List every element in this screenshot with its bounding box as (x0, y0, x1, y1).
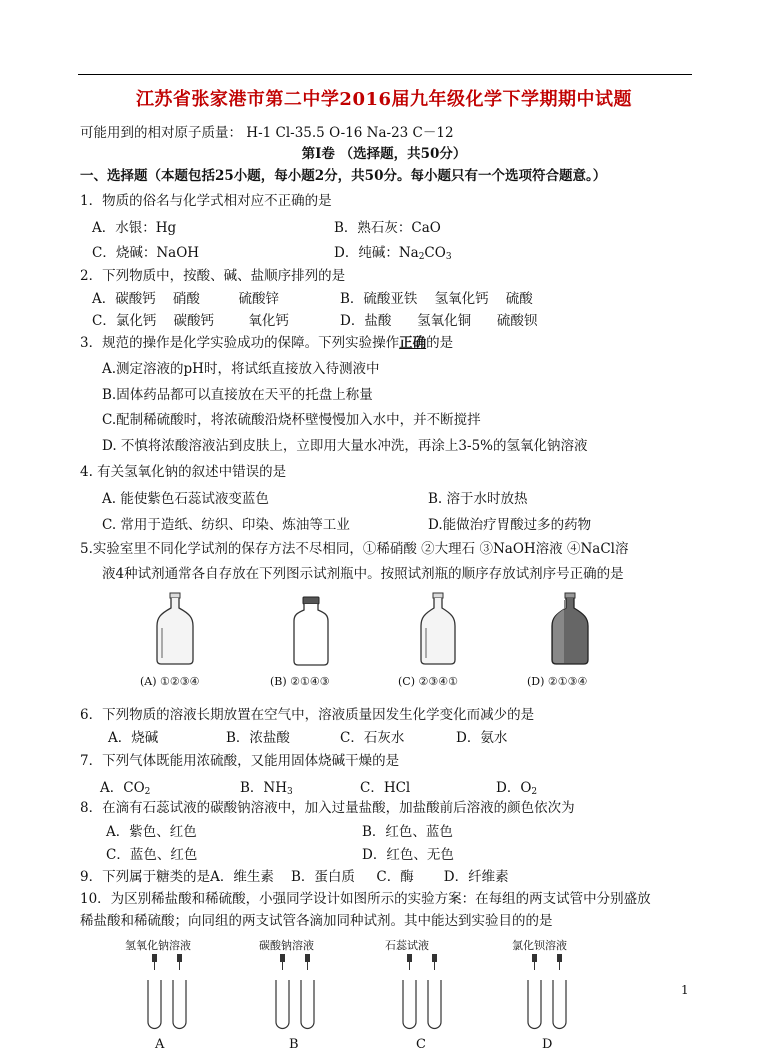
bottle-b-wide-mouth (291, 595, 331, 667)
question-7-stem: 7．下列气体既能用浓硫酸，又能用固体烧碱干燥的是 (80, 753, 400, 769)
q2-option-b: B．硫酸亚铁 氢氧化钙 硫酸 (340, 291, 533, 307)
q2-option-a: A．碳酸钙 硝酸 硫酸锌 (92, 291, 280, 307)
group-letter-a: A (155, 1037, 165, 1052)
q7-option-c: C．HCl (360, 780, 411, 796)
page-number: 1 (681, 983, 689, 997)
q3-option-d: D. 不慎将浓酸溶液沾到皮肤上，立即用大量水冲洗，再涂上3-5%的氢氧化钠溶液 (102, 438, 588, 454)
q4-option-c: C. 常用于造纸、纺织、印染、炼油等工业 (102, 517, 350, 533)
q3-key-word: 正确 (399, 335, 427, 351)
bottle-d-brown-stoppered (546, 590, 594, 666)
test-tubes-d (525, 952, 575, 1032)
reagent-label-c: 石蕊试液 (385, 939, 429, 952)
bottle-label-a: (A) ①②③④ (140, 675, 200, 688)
q3-option-c: C.配制稀硫酸时，将浓硫酸沿烧杯壁慢慢加入水中，并不断搅拌 (102, 412, 481, 428)
group-letter-d: D (542, 1037, 553, 1052)
question-8-stem: 8．在滴有石蕊试液的碳酸钠溶液中，加入过量盐酸，加盐酸前后溶液的颜色依次为 (80, 800, 575, 816)
test-tubes-b (273, 952, 323, 1032)
bottle-label-d: (D) ②①③④ (527, 675, 588, 688)
q2-option-d: D．盐酸 氢氧化铜 硫酸钡 (340, 313, 538, 329)
q6-option-d: D．氨水 (456, 730, 508, 746)
q1-option-d: D．纯碱：$Na_2CO_3$ (334, 245, 452, 262)
q2-option-c: C．氯化钙 碳酸钙 氧化钙 (92, 313, 289, 329)
q1-option-c: C．烧碱：NaOH (92, 245, 200, 261)
reagent-label-b: 碳酸钠溶液 (259, 939, 314, 952)
question-1-stem: 1．物质的俗名与化学式相对应不正确的是 (80, 193, 332, 209)
question-6-stem: 6．下列物质的溶液长期放置在空气中，溶液质量因发生化学变化而减少的是 (80, 707, 535, 723)
question-10-line1: 10．为区别稀盐酸和稀硫酸，小强同学设计如图所示的实验方案：在每组的两支试管中分别盛放 (80, 891, 651, 907)
q4-option-a: A. 能使紫色石蕊试液变蓝色 (102, 491, 269, 507)
q4-option-b: B. 溶于水时放热 (428, 491, 528, 507)
reagent-label-a: 氢氧化钠溶液 (125, 939, 191, 952)
q3-option-b: B.固体药品都可以直接放在天平的托盘上称量 (102, 387, 373, 403)
q1-option-b: B．熟石灰：CaO (334, 220, 441, 236)
question-3-stem: 3．规范的操作是化学实验成功的保障。下列实验操作正确的是 (80, 335, 454, 351)
page-title: 江苏省张家港市第二中学2016届九年级化学下学期期中试题 (135, 89, 633, 110)
bottle-label-b: (B) ②①④③ (270, 675, 330, 688)
question-5-line2: 液4种试剂通常各自存放在下列图示试剂瓶中。按照试剂瓶的顺序存放试剂序号正确的是 (102, 566, 624, 582)
question-4-stem: 4. 有关氢氧化钠的叙述中错误的是 (80, 464, 287, 480)
q3-option-a: A.测定溶液的pH时，将试纸直接放入待测液中 (102, 361, 380, 377)
test-tubes-a (145, 952, 195, 1032)
q4-option-d: D.能做治疗胃酸过多的药物 (428, 517, 592, 533)
reagent-label-d: 氯化钡溶液 (512, 939, 567, 952)
question-5-line1: 5.实验室里不同化学试剂的保存方法不尽相同，①稀硝酸 ②大理石 ③NaOH溶液 ④NaCl溶 (80, 541, 629, 557)
q6-option-b: B．浓盐酸 (226, 730, 290, 746)
bottle-label-c: (C) ②③④① (398, 675, 458, 688)
q8-option-c: C．蓝色、红色 (106, 847, 198, 863)
test-tubes-c (400, 952, 450, 1032)
bottle-a-wide-clear-stoppered (150, 590, 200, 666)
question-2-stem: 2．下列物质中，按酸、碱、盐顺序排列的是 (80, 268, 346, 284)
q6-option-a: A．烧碱 (108, 730, 159, 746)
q7-option-d: D．$O_2$ (496, 780, 538, 797)
q8-option-b: B．红色、蓝色 (362, 824, 453, 840)
group-letter-c: C (416, 1037, 426, 1052)
question-9: 9．下列属于糖类的是A．维生素 B．蛋白质 C．酶 D．纤维素 (80, 869, 509, 885)
header-rule (78, 74, 692, 75)
q7-option-a: A．$CO_2$ (100, 780, 151, 797)
q6-option-c: C．石灰水 (340, 730, 405, 746)
question-10-line2: 稀盐酸和稀硫酸；向同组的两支试管各滴加同种试剂。其中能达到实验目的的是 (80, 913, 553, 929)
q8-option-d: D．红色、无色 (362, 847, 454, 863)
section-heading: 一、选择题（本题包括25小题，每小题2分，共50分。每小题只有一个选项符合题意。） (80, 168, 607, 184)
group-letter-b: B (289, 1037, 299, 1052)
section-title: 第Ⅰ卷 （选择题，共50分） (301, 146, 467, 162)
bottle-c-narrow-clear (415, 590, 461, 666)
q7-option-b: B．$NH_3$ (240, 780, 293, 797)
q8-option-a: A．紫色、红色 (106, 824, 197, 840)
q1-option-a: A．水银：Hg (92, 220, 177, 236)
atomic-masses: 可能用到的相对原子质量： H-1 Cl-35.5 O-16 Na-23 C－12 (80, 125, 454, 141)
